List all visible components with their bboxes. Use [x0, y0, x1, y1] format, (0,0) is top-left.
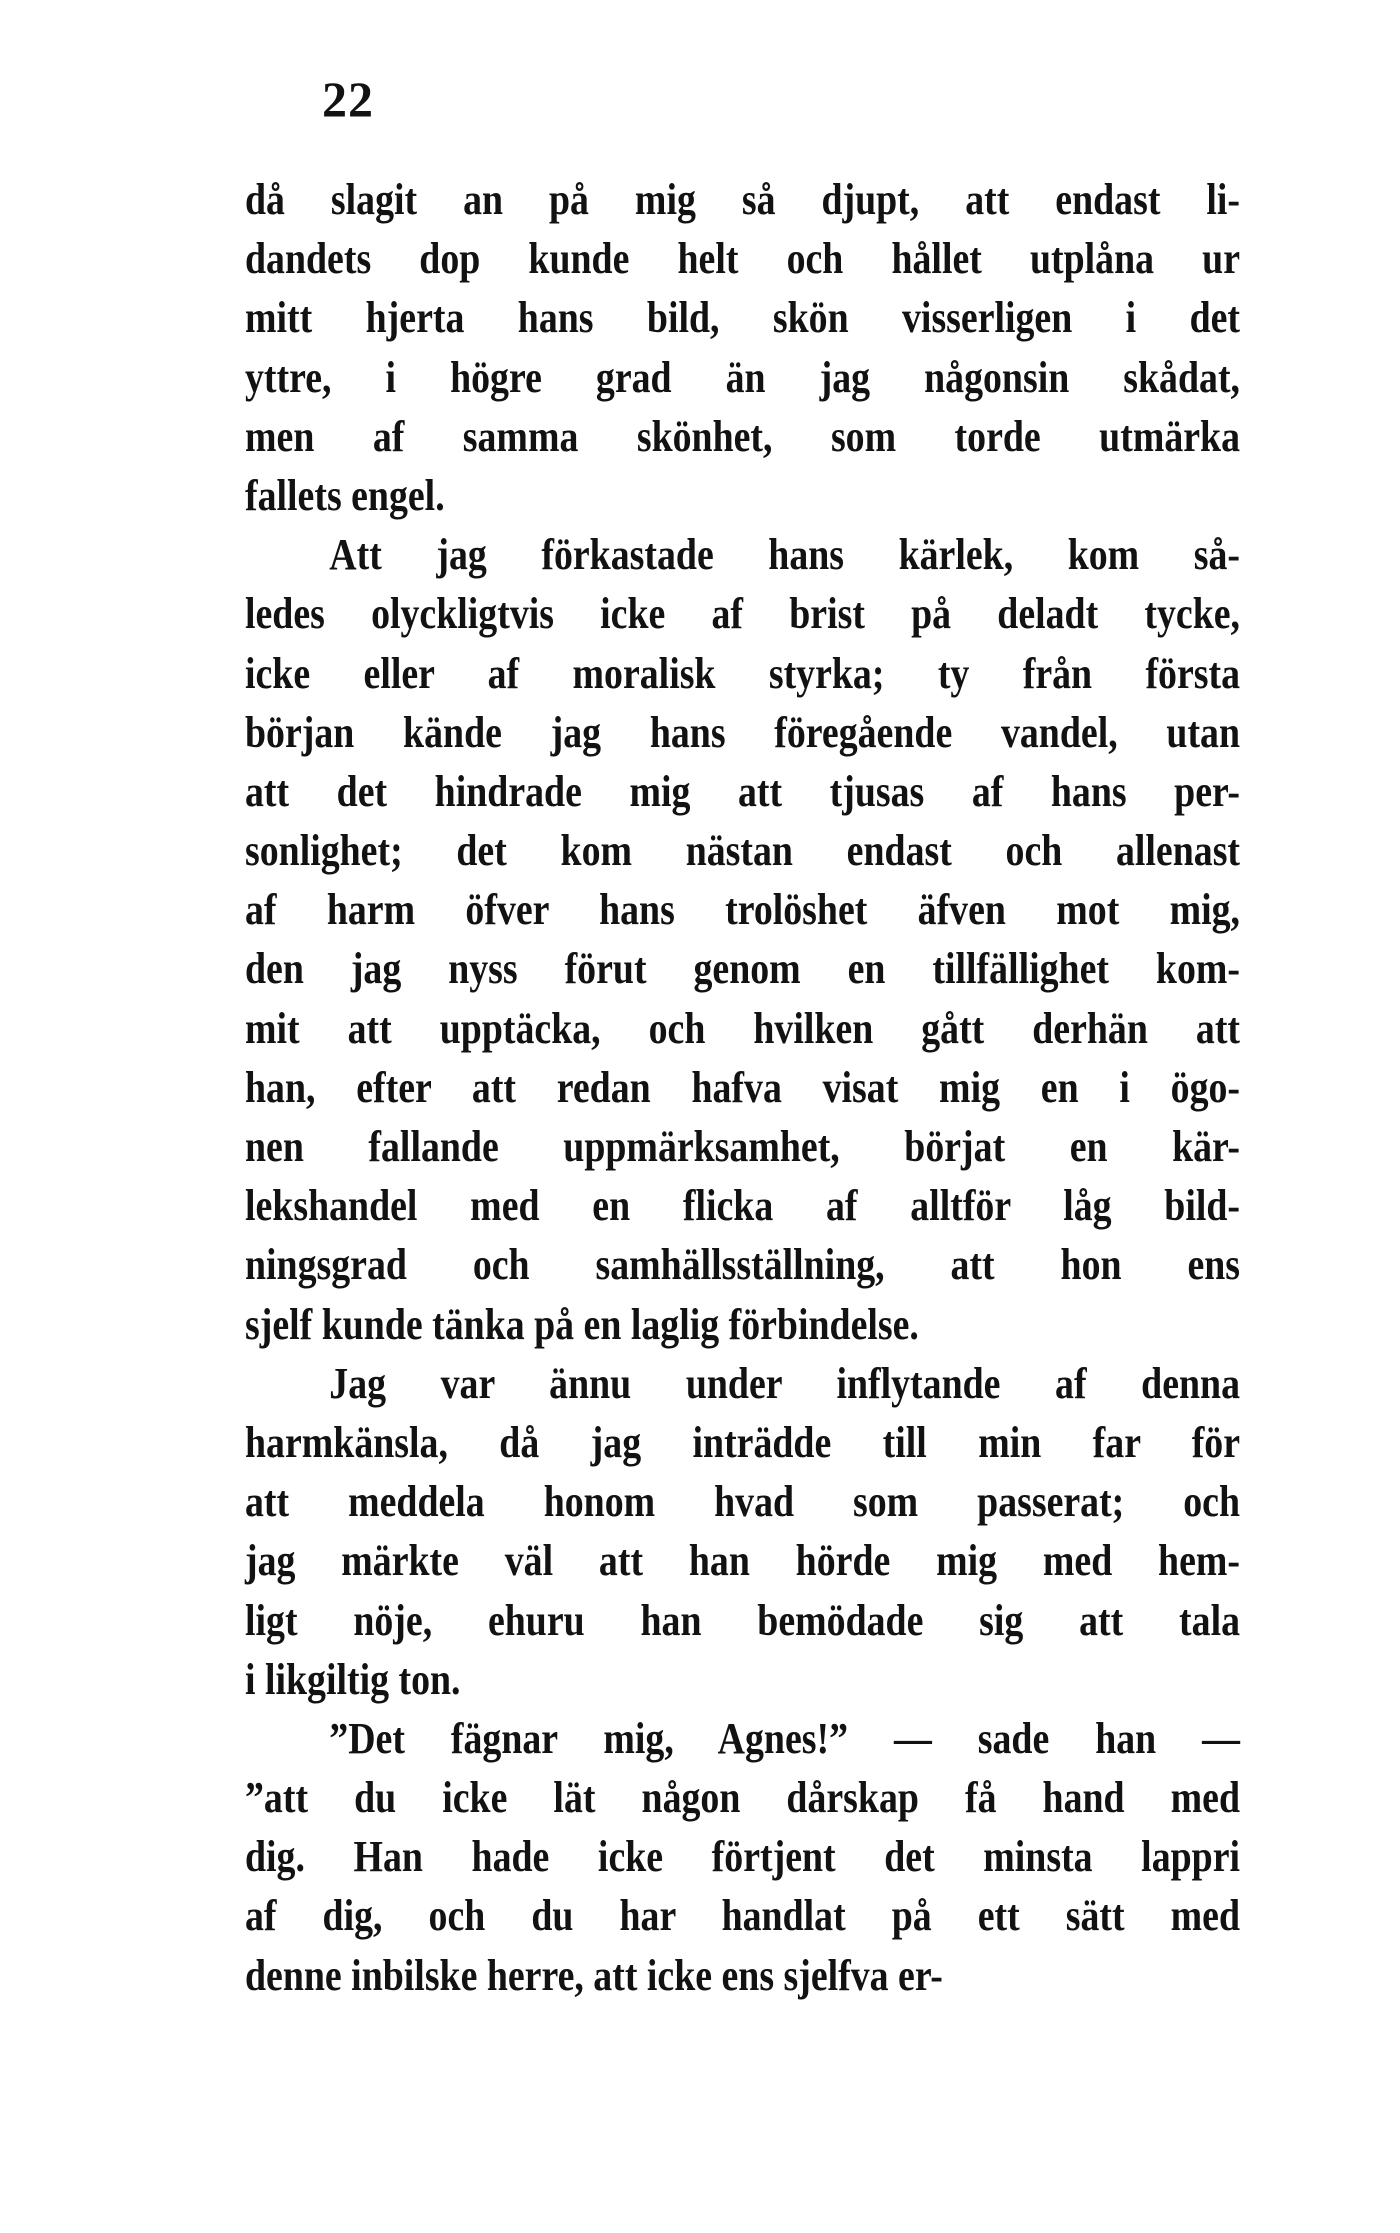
text-line: ligt nöje, ehuru han bemödade sig att tala [245, 1595, 1241, 1645]
text-line: den jag nyss förut genom en tillfällighet kom- [245, 944, 1241, 994]
text-line: nen fallande uppmärksamhet, börjat en kär- [245, 1122, 1241, 1171]
text-line: ningsgrad och samhällsställning, att hon ens [245, 1240, 1241, 1290]
page-number: 22 [322, 71, 374, 127]
text-line: af harm öfver hans trolöshet äfven mot mig, [245, 885, 1241, 935]
text-line: dig. Han hade icke förtjent det minsta lappri [245, 1832, 1241, 1882]
text-line: jag märkte väl att han hörde mig med hem- [245, 1536, 1241, 1586]
text-line: mitt hjerta hans bild, skön visserligen i det [245, 293, 1241, 343]
text-line: sjelf kunde tänka på en laglig förbindelse. [245, 1299, 919, 1349]
text-line: att det hindrade mig att tjusas af hans per- [245, 766, 1241, 816]
text-line: att meddela honom hvad som passerat; och [245, 1477, 1241, 1527]
text-line: Att jag förkastade hans kärlek, kom så- [329, 530, 1241, 580]
text-line: ”Det fägnar mig, Agnes!” — sade han — [329, 1713, 1241, 1763]
body-text [245, 170, 1240, 2005]
text-line: af dig, och du har handlat på ett sätt med [245, 1891, 1241, 1941]
text-line: mit att upptäcka, och hvilken gått derhän att [245, 1003, 1241, 1053]
text-line: lekshandel med en flicka af alltför låg bild- [245, 1181, 1241, 1231]
text-line: men af samma skönhet, som torde utmärka [245, 411, 1241, 461]
text-line: dandets dop kunde helt och hållet utplåna ur [245, 234, 1241, 284]
text-line: sonlighet; det kom nästan endast och allenast [245, 826, 1241, 876]
text-line: han, efter att redan hafva visat mig en i ögo- [245, 1062, 1241, 1112]
text-line: då slagit an på mig så djupt, att endast li- [245, 175, 1241, 224]
text-line: icke eller af moralisk styrka; ty från första [245, 648, 1241, 698]
text-line: harmkänsla, då jag inträdde till min far för [245, 1417, 1241, 1467]
text-line: yttre, i högre grad än jag någonsin skådat, [245, 352, 1241, 402]
text-line: ledes olyckligtvis icke af brist på deladt tycke, [245, 589, 1241, 639]
text-line: denne inbilske herre, att icke ens sjelfva er- [245, 1950, 943, 2000]
text-line: början kände jag hans föregående vandel, utan [245, 707, 1241, 757]
text-line: i likgiltig ton. [245, 1654, 461, 1704]
text-line: ”att du icke lät någon dårskap få hand med [245, 1773, 1241, 1823]
text-line: fallets engel. [245, 470, 445, 520]
text-line: Jag var ännu under inflytande af denna [329, 1358, 1241, 1408]
